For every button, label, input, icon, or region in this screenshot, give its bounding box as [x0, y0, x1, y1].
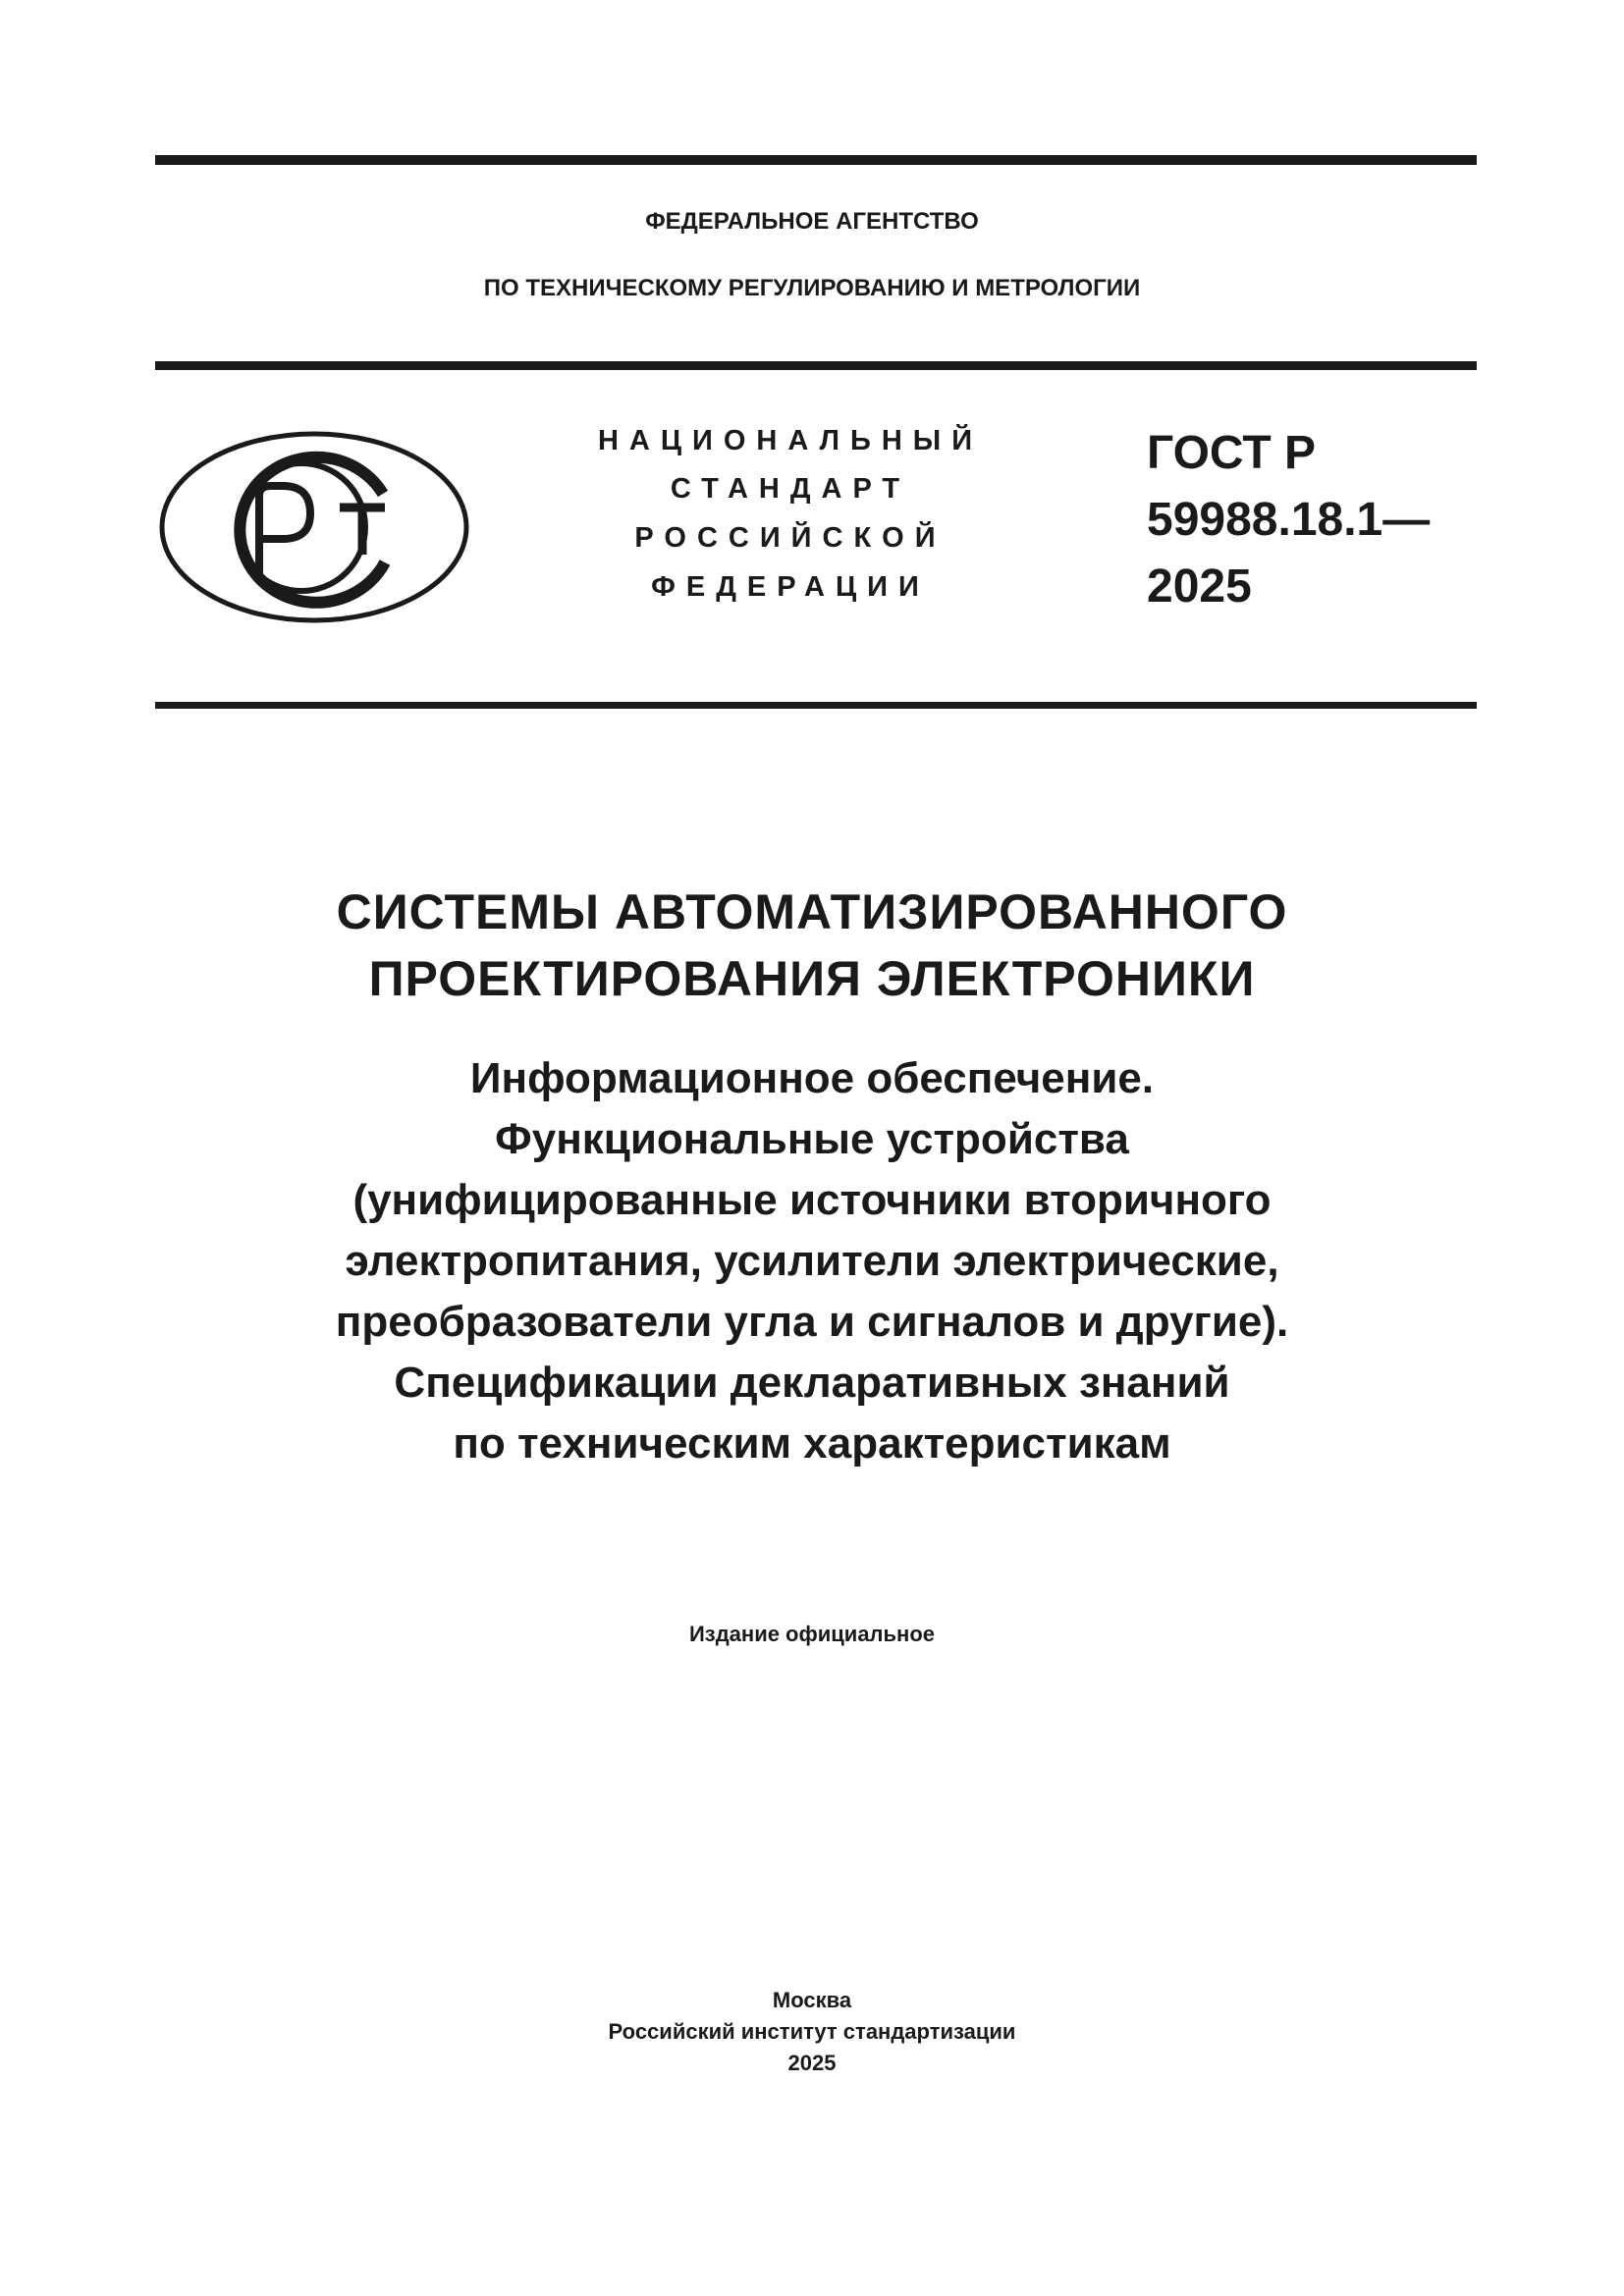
subtitle-line-7: по техническим характеристикам	[453, 1419, 1171, 1468]
agency-line-2: ПО ТЕХНИЧЕСКОМУ РЕГУЛИРОВАНИЮ И МЕТРОЛОГИИ	[483, 275, 1141, 301]
subtitle-line-6: Спецификации декларативных знаний	[394, 1359, 1230, 1407]
subtitle-line-1: Информационное обеспечение.	[469, 1054, 1155, 1102]
subtitle-line-5: преобразователи угла и сигналов и другие).	[335, 1298, 1289, 1346]
title-line-2: ПРОЕКТИРОВАНИЯ ЭЛЕКТРОНИКИ	[368, 951, 1256, 1006]
subtitle-line-4: электропитания, усилители электрические,	[345, 1237, 1279, 1285]
title-line-1: СИСТЕМЫ АВТОМАТИЗИРОВАННОГО	[336, 884, 1288, 939]
subtitle-line-3: (унифицированные источники вторичного	[352, 1176, 1272, 1224]
publisher-year: 2025	[787, 2051, 837, 2075]
designation-line-3: 2025	[1147, 561, 1252, 613]
subtitle-line-2: Функциональные устройства	[495, 1115, 1129, 1163]
publisher-name: Российский институт стандартизации	[608, 2019, 1016, 2044]
designation-line-1: ГОСТ Р	[1147, 427, 1317, 479]
header-bottom-rule	[155, 702, 1477, 709]
designation-line-2: 59988.18.1—	[1147, 494, 1431, 546]
standard-type-line-4: ФЕДЕРАЦИИ	[651, 571, 930, 603]
agency-line-1: ФЕДЕРАЛЬНОЕ АГЕНТСТВО	[645, 208, 979, 235]
edition-label: Издание официальное	[688, 1622, 936, 1646]
gost-r-logo	[157, 429, 471, 625]
standard-type-line-2: СТАНДАРТ	[670, 473, 911, 505]
agency-bottom-rule	[155, 361, 1477, 370]
standard-type-line-1: НАЦИОНАЛЬНЫЙ	[597, 425, 984, 456]
top-rule	[155, 155, 1477, 165]
standard-type-line-3: РОССИЙСКОЙ	[634, 522, 947, 554]
publisher-city: Москва	[772, 1988, 852, 2012]
